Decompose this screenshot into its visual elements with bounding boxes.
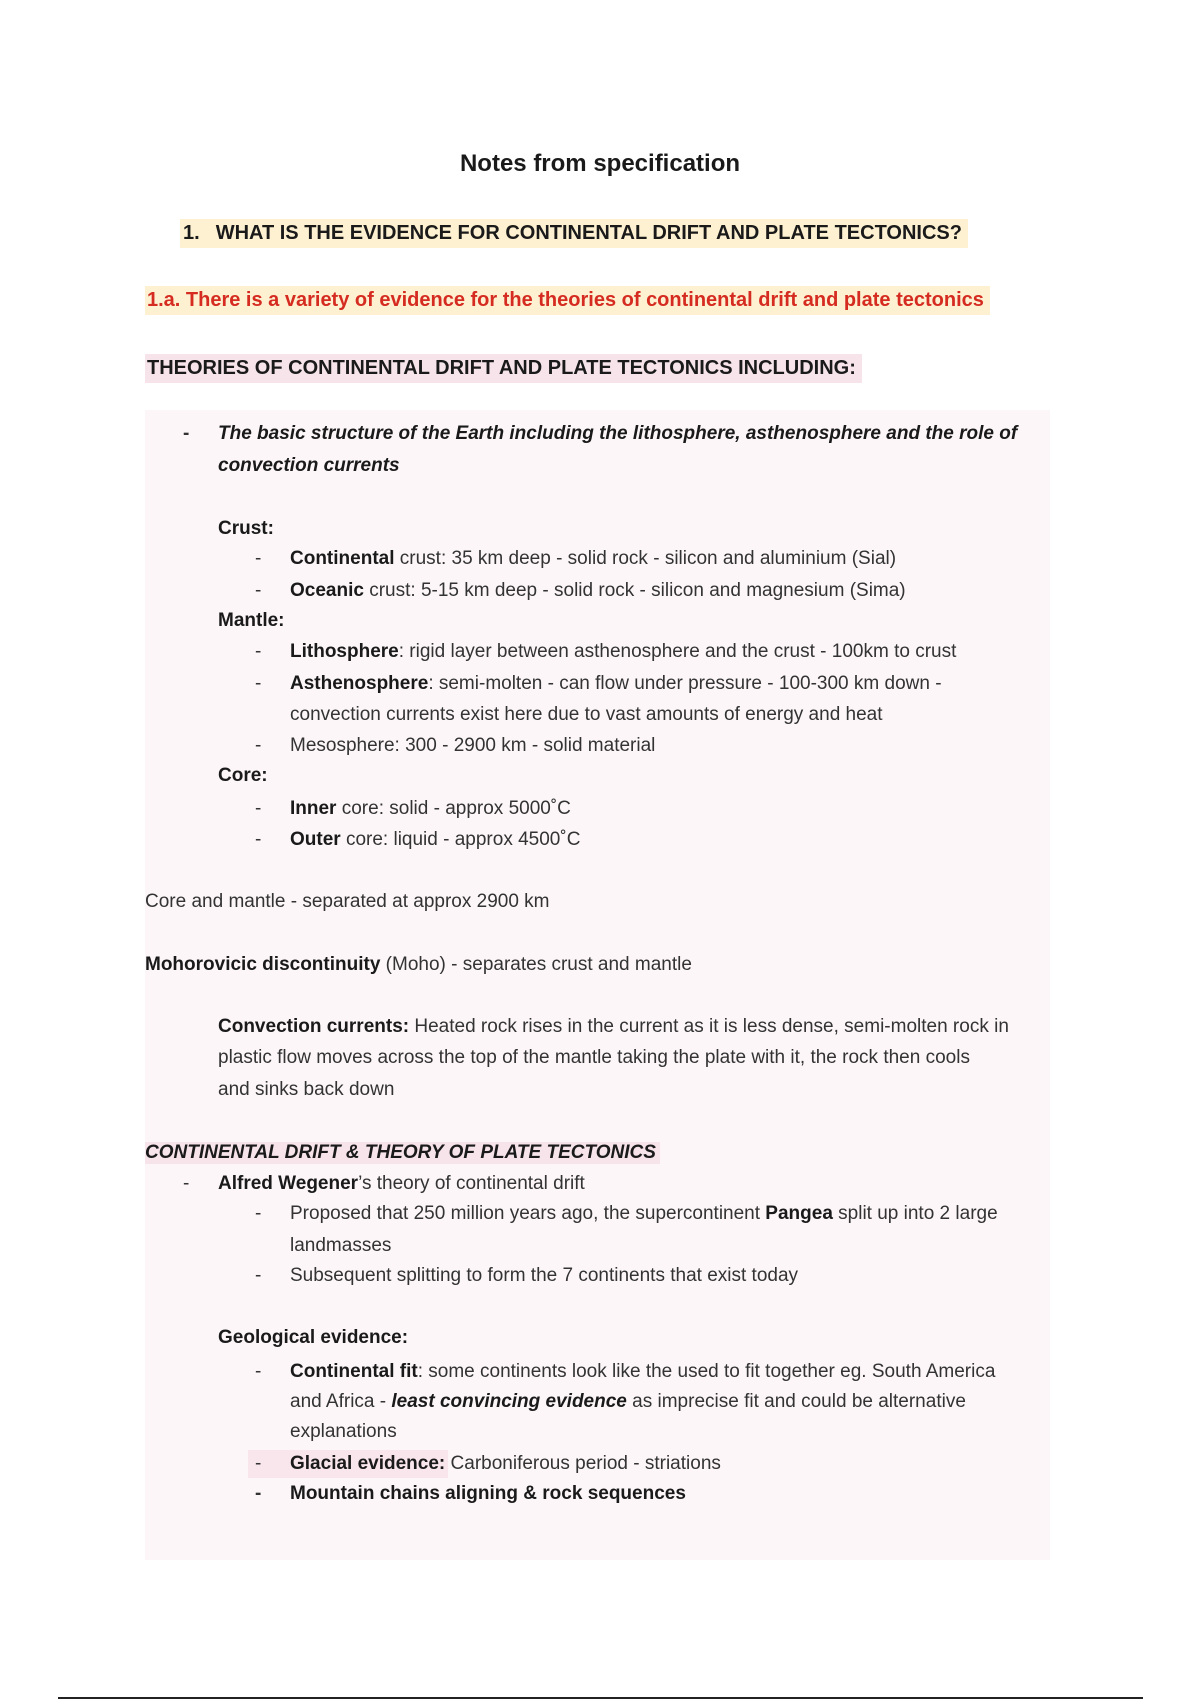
continental-fit-line1: Continental fit: some continents look like the used to fit together eg. South America [290, 1361, 996, 1382]
bullet-dash: - [255, 641, 262, 662]
mantle-heading: Mantle: [218, 610, 285, 631]
page-title: Notes from specification [459, 150, 741, 177]
crust-heading: Crust: [218, 518, 274, 539]
pangea-point-line2: landmasses [290, 1235, 392, 1256]
mantle-asthenosphere: Asthenosphere: semi-molten - can flow under pressure - 100-300 km down - [290, 673, 942, 694]
splitting-point: Subsequent splitting to form the 7 continents that exist today [290, 1265, 799, 1286]
structure-point-line2: convection currents [218, 455, 400, 476]
core-outer: Outer core: liquid - approx 4500˚C [290, 829, 581, 850]
theories-heading: THEORIES OF CONTINENTAL DRIFT AND PLATE TECTONICS INCLUDING: [145, 354, 862, 383]
bullet-dash: - [255, 1265, 262, 1286]
wegener-point: Alfred Wegener’s theory of continental drift [218, 1173, 585, 1194]
moho-note: Mohorovicic discontinuity (Moho) - separates crust and mantle [145, 954, 692, 975]
mantle-lithosphere: Lithosphere: rigid layer between asthenosphere and the crust - 100km to crust [290, 641, 957, 662]
bullet-dash: - [255, 829, 262, 850]
bullet-dash: - [255, 1453, 262, 1474]
section-number: 1. [183, 222, 200, 244]
bullet-dash: - [183, 1173, 190, 1194]
glacial-evidence: Glacial evidence: Carboniferous period - striations [290, 1453, 721, 1474]
mountain-chains: Mountain chains aligning & rock sequences [290, 1483, 686, 1504]
section-heading [180, 219, 968, 248]
continental-fit-line2: and Africa - least convincing evidence as imprecise fit and could be alternative [290, 1391, 966, 1412]
crust-continental: Continental crust: 35 km deep - solid rock - silicon and aluminium (Sial) [290, 548, 897, 569]
bullet-dash: - [255, 1361, 262, 1382]
bullet-dash: - [255, 798, 262, 819]
bullet-dash: - [183, 423, 190, 444]
crust-oceanic: Oceanic crust: 5-15 km deep - solid rock - silicon and magnesium (Sima) [290, 580, 906, 601]
bullet-dash: - [255, 548, 262, 569]
mantle-asthenosphere-line2: convection currents exist here due to vast amounts of energy and heat [290, 704, 883, 725]
core-mantle-note: Core and mantle - separated at approx 2900 km [145, 891, 550, 912]
page-bottom-rule [58, 1697, 1143, 1699]
structure-point-line1: The basic structure of the Earth including the lithosphere, asthenosphere and the role of [218, 423, 1018, 444]
section-heading-text: WHAT IS THE EVIDENCE FOR CONTINENTAL DRIFT AND PLATE TECTONICS? [215, 222, 962, 244]
bullet-dash: - [255, 580, 262, 601]
bullet-dash: - [255, 1483, 262, 1504]
pangea-point: Proposed that 250 million years ago, the supercontinent Pangea split up into 2 large [290, 1203, 998, 1224]
convection-line1: Convection currents: Heated rock rises in the current as it is less dense, semi-molten rock in [218, 1016, 1009, 1037]
convection-line3: and sinks back down [218, 1079, 395, 1100]
core-inner: Inner core: solid - approx 5000˚C [290, 798, 571, 819]
bullet-dash: - [255, 673, 262, 694]
drift-heading: CONTINENTAL DRIFT & THEORY OF PLATE TECTONICS [145, 1142, 660, 1164]
mantle-mesosphere: Mesosphere: 300 - 2900 km - solid material [290, 735, 656, 756]
core-heading: Core: [218, 765, 268, 786]
continental-fit-line3: explanations [290, 1421, 397, 1442]
bullet-dash: - [255, 735, 262, 756]
convection-line2: plastic flow moves across the top of the mantle taking the plate with it, the rock then cools [218, 1047, 970, 1068]
geological-evidence-heading: Geological evidence: [218, 1327, 409, 1348]
bullet-dash: - [255, 1203, 262, 1224]
subsection-heading: 1.a. There is a variety of evidence for the theories of continental drift and plate tectonics [145, 286, 990, 315]
